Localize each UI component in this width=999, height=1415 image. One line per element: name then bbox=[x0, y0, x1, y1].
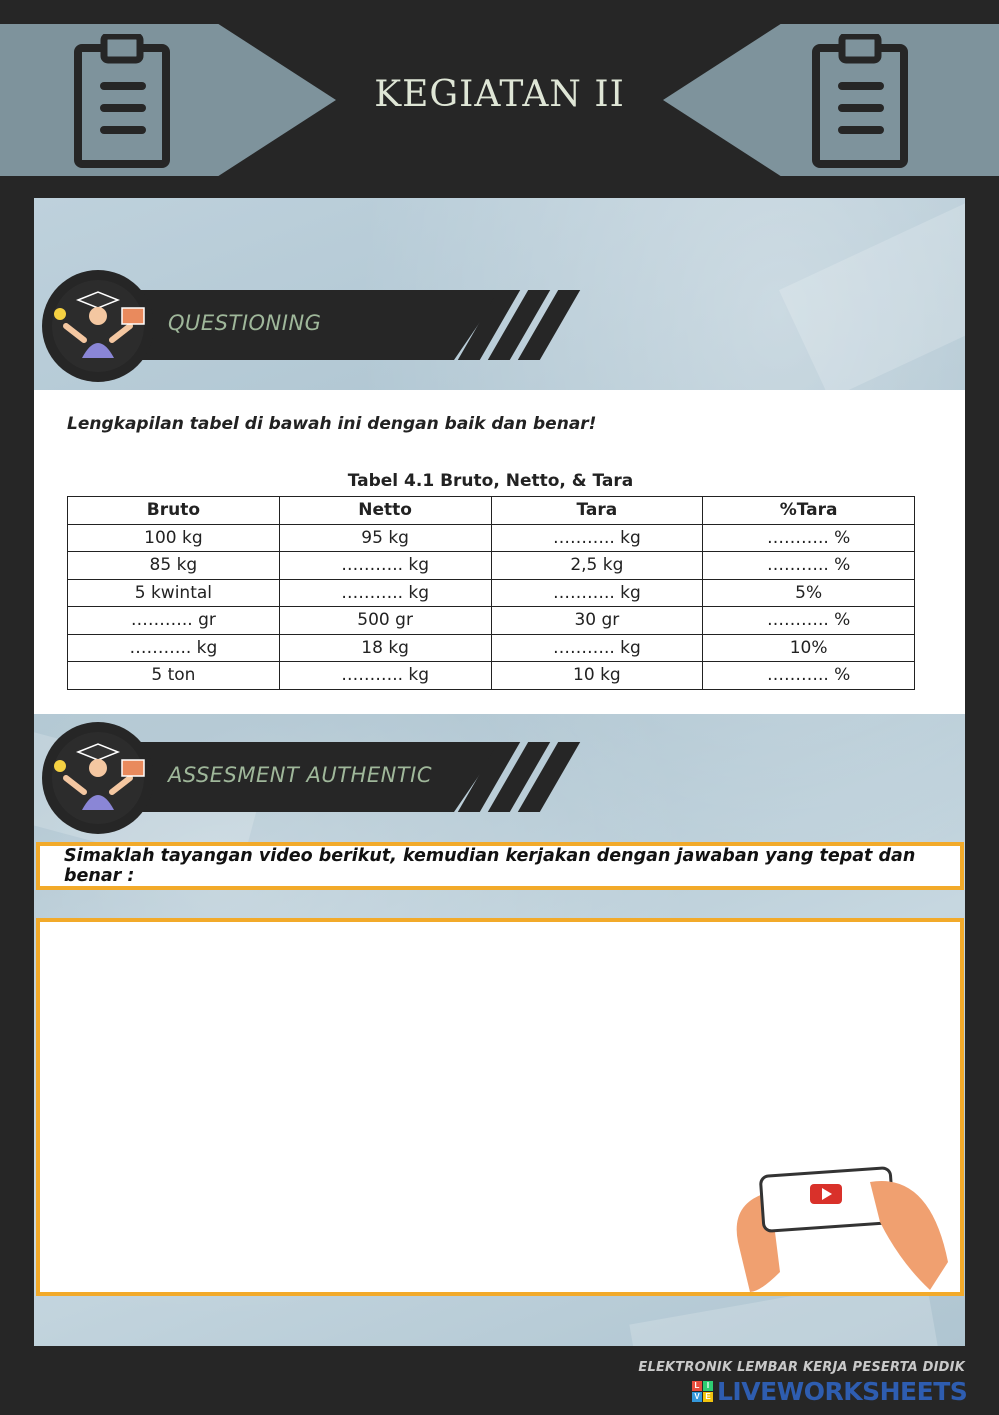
table-instruction: Lengkapilan tabel di bawah ini dengan baik dan benar! bbox=[67, 414, 597, 434]
table-row bbox=[68, 634, 915, 662]
clipboard-icon bbox=[74, 34, 170, 168]
table-cell: 100 kg bbox=[68, 524, 280, 552]
answer-cell[interactable]: ……….. kg bbox=[491, 579, 703, 607]
table-row bbox=[68, 607, 915, 635]
table-cell: 2,5 kg bbox=[491, 552, 703, 580]
video-embed-area[interactable] bbox=[36, 918, 964, 1296]
table-row bbox=[68, 552, 915, 580]
page-title: KEGIATAN II bbox=[374, 74, 625, 115]
column-header: %Tara bbox=[703, 497, 915, 525]
table-row bbox=[68, 579, 915, 607]
video-phone-icon bbox=[730, 1162, 960, 1302]
section-banner-questioning bbox=[42, 270, 572, 382]
answer-cell[interactable]: ……….. kg bbox=[491, 634, 703, 662]
answer-cell[interactable]: ……….. % bbox=[703, 607, 915, 635]
column-header: Tara bbox=[491, 497, 703, 525]
liveworksheets-text: LIVEWORKSHEETS bbox=[717, 1376, 968, 1406]
table-caption: Tabel 4.1 Bruto, Netto, & Tara bbox=[347, 471, 634, 491]
table-cell: 500 gr bbox=[279, 607, 491, 635]
answer-cell[interactable]: ……….. kg bbox=[68, 634, 280, 662]
liveworksheets-logo: L I V E bbox=[692, 1381, 713, 1402]
section-banner-assessment bbox=[42, 722, 572, 834]
answer-cell[interactable]: ……….. % bbox=[703, 662, 915, 690]
table-cell: 10% bbox=[703, 634, 915, 662]
task-instruction-box bbox=[36, 842, 964, 890]
table-cell: 30 gr bbox=[491, 607, 703, 635]
task-instruction: Simaklah tayangan video berikut, kemudian kerjakan dengan jawaban yang tepat dan benar : bbox=[64, 846, 916, 886]
clipboard-icon bbox=[812, 34, 908, 168]
table-cell: 5% bbox=[703, 579, 915, 607]
answer-cell[interactable]: ……….. % bbox=[703, 524, 915, 552]
table-row bbox=[68, 662, 915, 690]
answer-cell[interactable]: ……….. kg bbox=[491, 524, 703, 552]
data-table bbox=[67, 496, 915, 690]
table-cell: 10 kg bbox=[491, 662, 703, 690]
answer-cell[interactable]: ……….. kg bbox=[279, 552, 491, 580]
answer-cell[interactable]: ……….. % bbox=[703, 552, 915, 580]
student-icon bbox=[42, 270, 154, 382]
content-panel bbox=[34, 198, 965, 1346]
table-row bbox=[68, 524, 915, 552]
section-title-questioning: QUESTIONING bbox=[168, 311, 322, 335]
student-icon bbox=[42, 722, 154, 834]
table-header-row bbox=[68, 497, 915, 525]
table-cell: 95 kg bbox=[279, 524, 491, 552]
table-section bbox=[34, 390, 965, 714]
answer-cell[interactable]: ……….. gr bbox=[68, 607, 280, 635]
footer-caption: ELEKTRONIK LEMBAR KERJA PESERTA DIDIK bbox=[638, 1360, 965, 1375]
answer-cell[interactable]: ……….. kg bbox=[279, 579, 491, 607]
column-header: Netto bbox=[279, 497, 491, 525]
table-cell: 85 kg bbox=[68, 552, 280, 580]
table-cell: 5 kwintal bbox=[68, 579, 280, 607]
table-cell: 5 ton bbox=[68, 662, 280, 690]
column-header: Bruto bbox=[68, 497, 280, 525]
answer-cell[interactable]: ……….. kg bbox=[279, 662, 491, 690]
liveworksheets-brand[interactable] bbox=[692, 1378, 967, 1404]
section-title-assessment: ASSESMENT AUTHENTIC bbox=[168, 763, 432, 787]
table-cell: 18 kg bbox=[279, 634, 491, 662]
